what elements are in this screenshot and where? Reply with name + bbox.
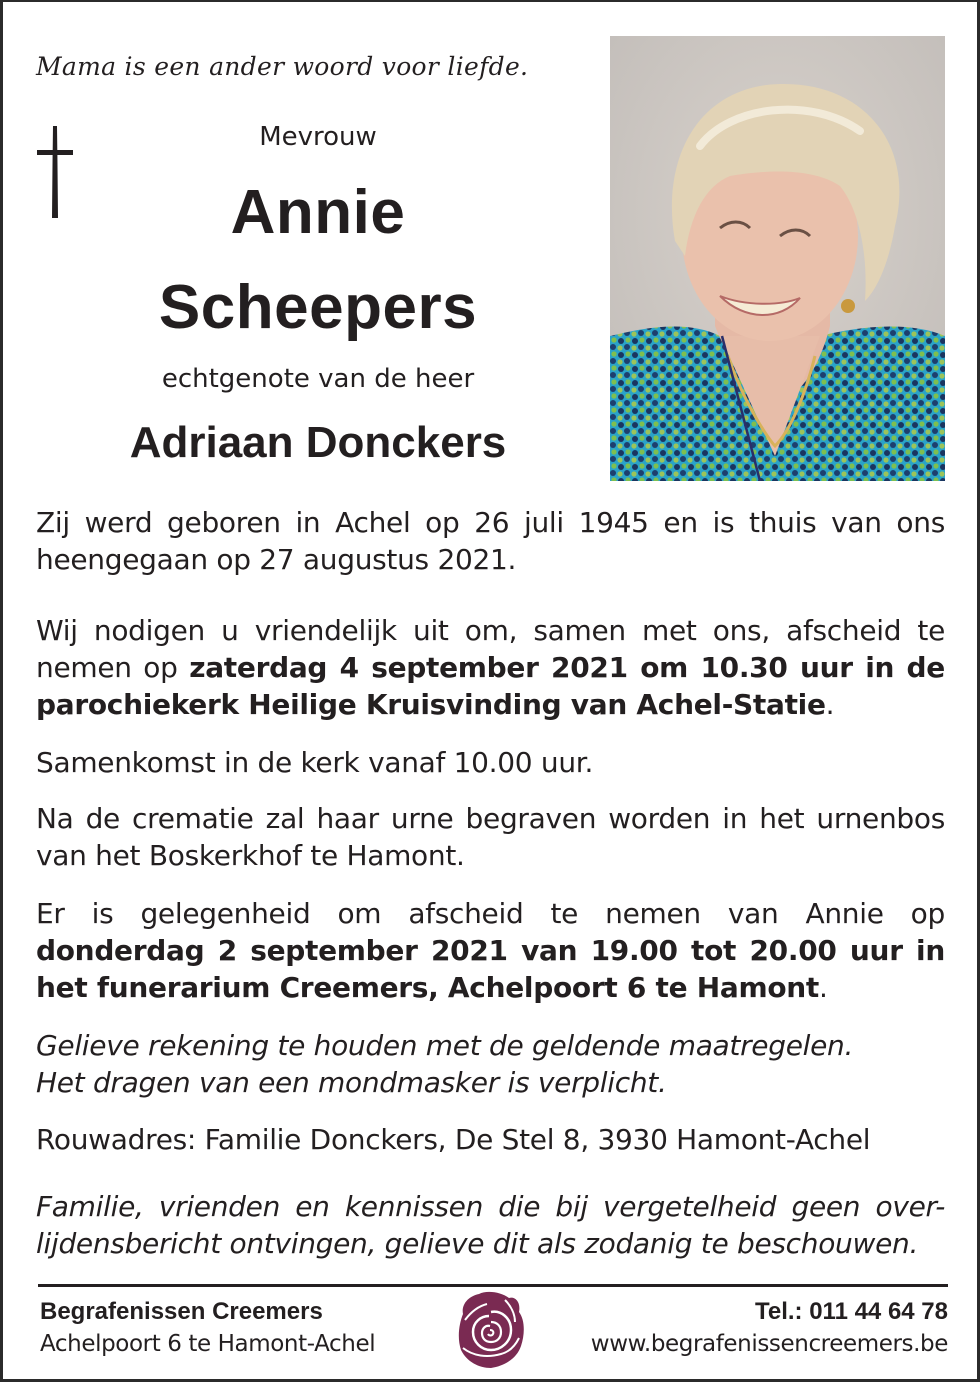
funeral-home-contact: [528, 1296, 948, 1360]
mourning-address: Rouwadres: Familie Donckers, De Stel 8, 3930 Hamont-Achel: [36, 1123, 871, 1156]
gathering-paragraph: Samenkomst in de kerk vanaf 10.00 uur.: [36, 746, 594, 779]
invitation-intro: Wij nodigen u vriendelijk uit om, samen met ons, afscheid te nemen op: [36, 614, 945, 684]
funeral-home-address: Achelpoort 6 te Hamont-Achel: [40, 1331, 376, 1357]
phone-number: Tel.: 011 44 64 78: [754, 1298, 948, 1325]
invitation-end: .: [825, 688, 835, 721]
memorial-quote: Mama is een ander woord voor liefde.: [36, 52, 529, 81]
deceased-first-name: Annie: [230, 178, 406, 247]
honorific-title: Mevrouw: [259, 122, 377, 152]
birth-death-paragraph: Zij werd geboren in Achel op 26 juli 1945 en is thuis van ons heengegaan op 27 augustus 2021.: [36, 506, 945, 576]
spouse-label: echtgenote van de heer: [161, 364, 475, 394]
website-link[interactable]: www.begrafenissencreemers.be: [590, 1331, 948, 1357]
funeral-date-location: zaterdag 4 september 2021 om 10.30 uur in de parochiekerk Heilige Kruisvinding van Achel-Statie: [36, 651, 945, 721]
funeral-home-name: Begrafenissen Creemers: [40, 1298, 323, 1325]
footer-divider: [38, 1284, 948, 1287]
farewell-date-location: donderdag 2 september 2021 van 19.00 tot 20.00 uur in het funerarium Creemers, Achelpoort 6 te Hamont: [36, 934, 945, 1004]
funeral-home-info: [40, 1296, 440, 1360]
measures-line-2: Het dragen van een mondmasker is verplicht.: [36, 1066, 667, 1099]
covid-measures-paragraph: [36, 1027, 945, 1101]
spouse-name: Adriaan Donckers: [129, 418, 507, 467]
deceased-last-name: Scheepers: [158, 273, 478, 342]
portrait-illustration: [610, 36, 945, 481]
farewell-intro: Er is gelegenheid om afscheid te nemen van Annie op: [36, 897, 945, 930]
portrait-photo: [610, 36, 945, 481]
notice-disclaimer: Familie, vrienden en kennissen die bij vergetelheid geen over-lijdensbericht ontvingen, gelieve dit als zodanig te beschouwen.: [36, 1190, 945, 1260]
farewell-end: .: [819, 971, 828, 1004]
measures-line-1: Gelieve rekening te houden met de geldende maatregelen.: [36, 1029, 854, 1062]
funeral-invitation-paragraph: [36, 612, 945, 723]
cremation-paragraph: Na de crematie zal haar urne begraven worden in het urnenbos van het Boskerkhof te Hamont.: [36, 802, 945, 872]
rose-icon: [457, 1290, 525, 1370]
farewell-visit-paragraph: [36, 895, 945, 1006]
